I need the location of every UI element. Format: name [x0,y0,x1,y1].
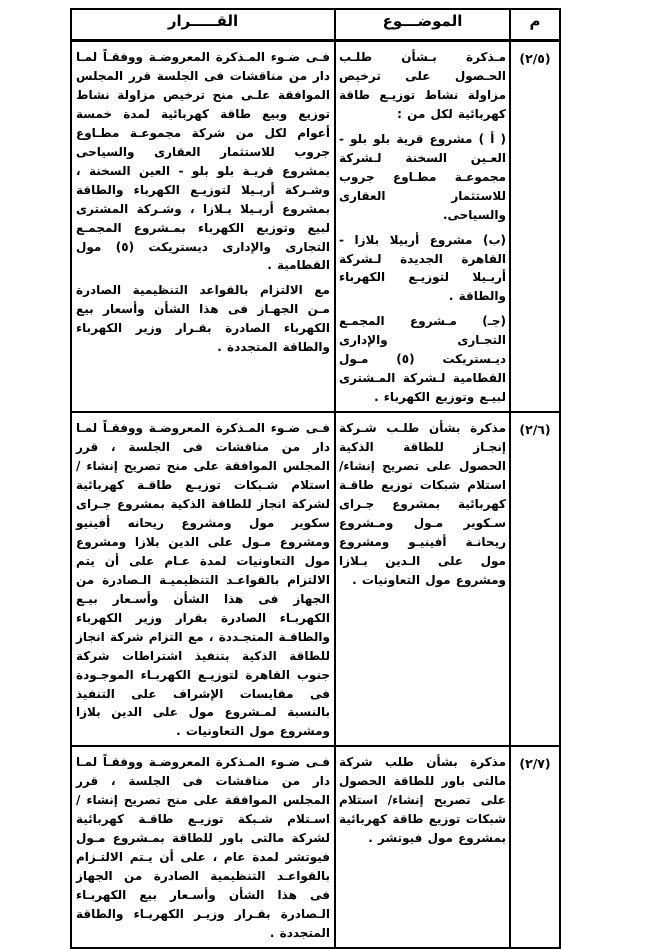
table-row [71,41,560,413]
paragraph: مذكرة بشأن طلـب شـركة إنجـاز للطاقة الذكية الحصول على تصريح إنشاء/ استلام شبكات توزيع طاقـة كهربائية بمشروع جـراى سـكوير مـول ومـشروع ريحانـة أفينيـو ومشروع مول على الـدين بـلازا ومشروع مول التعاونيات . [339,421,506,587]
paragraph: (ب) مشروع أربيلا بلازا - القاهرة الجديدة لـشركة أربـيلا لتوزيـع الكهرباء والطاقة . [339,232,506,304]
table-row [71,746,560,948]
table-row [71,412,560,746]
paragraph: فـى ضـوء المـذكرة المعروضـة ووفقـاً لمـا دار من مناقشات فى الجلسة ، قرر المجلس الموافقة على منح تصريح إنشاء / اسـتلام شـبكة توزيـع طاقـة كهربائية لشركة مالتى باور للطاقة بمـشروع مـول فيوتشر لمدة عام ، على أن يـتم الالتـزام بالقواعـد التنظيمية الصادرة من الجهاز فى هذا الشأن وأسـعار بيع الكهربـاء الـصادرة بقـرار وزيـر الكهربـاء والطاقة المتجددة . [76,755,330,940]
subject-cell [335,746,510,948]
paragraph: ( أ ) مشروع قرية بلو بلو - العـين السخنة لـشركة مجموعـة مطـاوع جروب للاستثمار العقارى والسياحى. [339,131,506,222]
paragraph: مـذكرة بـشأن طلـب الحـصول على ترخيص مزاولة نشاط توزيـع طاقة كهربائية لكل من : [339,50,506,121]
paragraph: مع الالتزام بالقواعد التنظيمية الصادرة مـن الجهـاز فى هذا الشأن وأسعار بيع الكهرباء الصادرة بقـرار وزير الكهرباء والطاقة المتجددة . [76,283,330,355]
decision-cell [71,412,335,746]
paragraph: (جـ) مـشروع المجمـع التجـارى والإدارى ديـستريكت (٥) مـول القطامية لـشركة المـشترى لبيـع وتوزيع الكهرباء . [339,314,506,405]
item-number: (٢/٦) [510,412,560,746]
item-number: (٢/٧) [510,746,560,948]
header-decision: القـــــرار [71,9,335,41]
item-number: (٢/٥) [510,41,560,413]
header-row [71,9,560,41]
decision-cell [71,746,335,948]
header-number: م [510,9,560,41]
subject-cell [335,41,510,413]
paragraph: فـى ضـوء المـذكرة المعروضـة ووفقـاً لمـا دار من مناقشات فى الجلسة ، قرر المجلس الموافقة على منح تصريح إنشاء / استلام شـبكات توزيـع طاقـة كهربائية لشركة انجاز للطاقة الذكية بمشروع جـراى سكوير مول ومشروع ريحانه أفينيو ومشروع مـول على الدين بلازا ومشروع مول التعاونيات لمدة عـام على أن يتم الالتزام بالقواعـد التنظيميـة الـصادرة من الجهاز فى هذا الشأن وأسـعار بيـع الكهربـاء الصادرة بقرار وزير الكهرباء والطاقـة المتجـددة ، مع التزام شركة انجاز للطاقة الذكية بتنفيذ اشتراطات شركة جنوب القاهرة لتوزيـع الكهربـاء الموجـودة فى مقايسات الإشراف على التنفيذ بالنسبة لمـشروع مول على الدين بلازا ومشروع مول التعاونيات . [76,421,330,739]
paragraph: مذكرة بشأن طلب شركة مالتى باور للطاقة الحصول على تصريح إنشاء/ استلام شبكات توزيع طاقة كهربائية بمشروع مول فيوتشر . [339,755,506,846]
paragraph: فـى ضـوء المـذكرة المعروضـة ووفقـاً لمـا دار من مناقشات فى الجلسة قرر المجلس الموافقة علـى منح ترخيص مزاولة نشاط توزيع وبيع طاقة كهربائية لمدة خمسة أعوام لكل من شركة مجموعـة مطـاوع جروب للاستثمار العقارى والسياحى بمشروع قريـة بلو بلو - العين السخنة ، وشـركة أربـيلا لتوزيـع الكهرباء والطاقة بمشروع أربـيلا بـلازا ، وشـركة المشترى لبيع وتوزيع الكهرباء بمـشروع المجمـع التجارى والإدارى ديستريكت (٥) مول القطامية . [76,50,330,273]
decision-cell [71,41,335,413]
decisions-table [70,8,561,949]
header-subject: الموضـــوع [335,9,510,41]
subject-cell [335,412,510,746]
